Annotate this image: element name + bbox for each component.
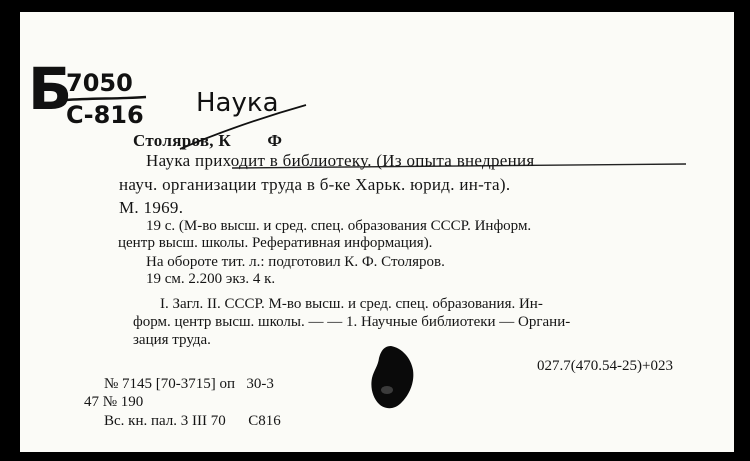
footer-line-3: Вс. кн. пал. 3 III 70 С816 (104, 413, 281, 429)
title-line-3: М. 1969. (119, 198, 184, 217)
shelfmark-number: 7050 (66, 69, 133, 97)
subject-heading: Наука (196, 88, 279, 118)
tracing-line-1: I. Загл. II. СССР. М-во высш. и сред. спец. образования. Ин- (160, 296, 543, 312)
tracing-line-2: форм. центр высш. школы. — — 1. Научные библиотеки — Органи- (133, 314, 571, 330)
catalog-card (20, 12, 734, 452)
shelfmark-letter: Б (28, 55, 73, 123)
classification-number: 027.7(470.54-25)+023 (537, 358, 673, 374)
footer-line-2: 47 № 190 (84, 394, 144, 410)
ink-blot (367, 344, 417, 412)
notes-line-2: центр высш. школы. Реферативная информация). (118, 235, 433, 251)
title-line-1: Наука приходит в библиотеку. (Из опыта внедрения (146, 151, 535, 170)
title-line-2: науч. организации труда в б-ке Харьк. юрид. ин-та). (119, 175, 511, 194)
footer-line-1: № 7145 [70-3715] оп 30-3 (104, 376, 274, 392)
notes-line-1: 19 с. (М-во высш. и сред. спец. образования СССР. Информ. (146, 218, 532, 234)
author-line: Столяров, К Ф (133, 131, 283, 150)
notes-line-4: 19 см. 2.200 экз. 4 к. (146, 271, 276, 287)
shelfmark-code: С-816 (66, 101, 144, 129)
notes-line-3: На обороте тит. л.: подготовил К. Ф. Столяров. (146, 254, 445, 270)
tracing-line-3: зация труда. (133, 332, 211, 348)
